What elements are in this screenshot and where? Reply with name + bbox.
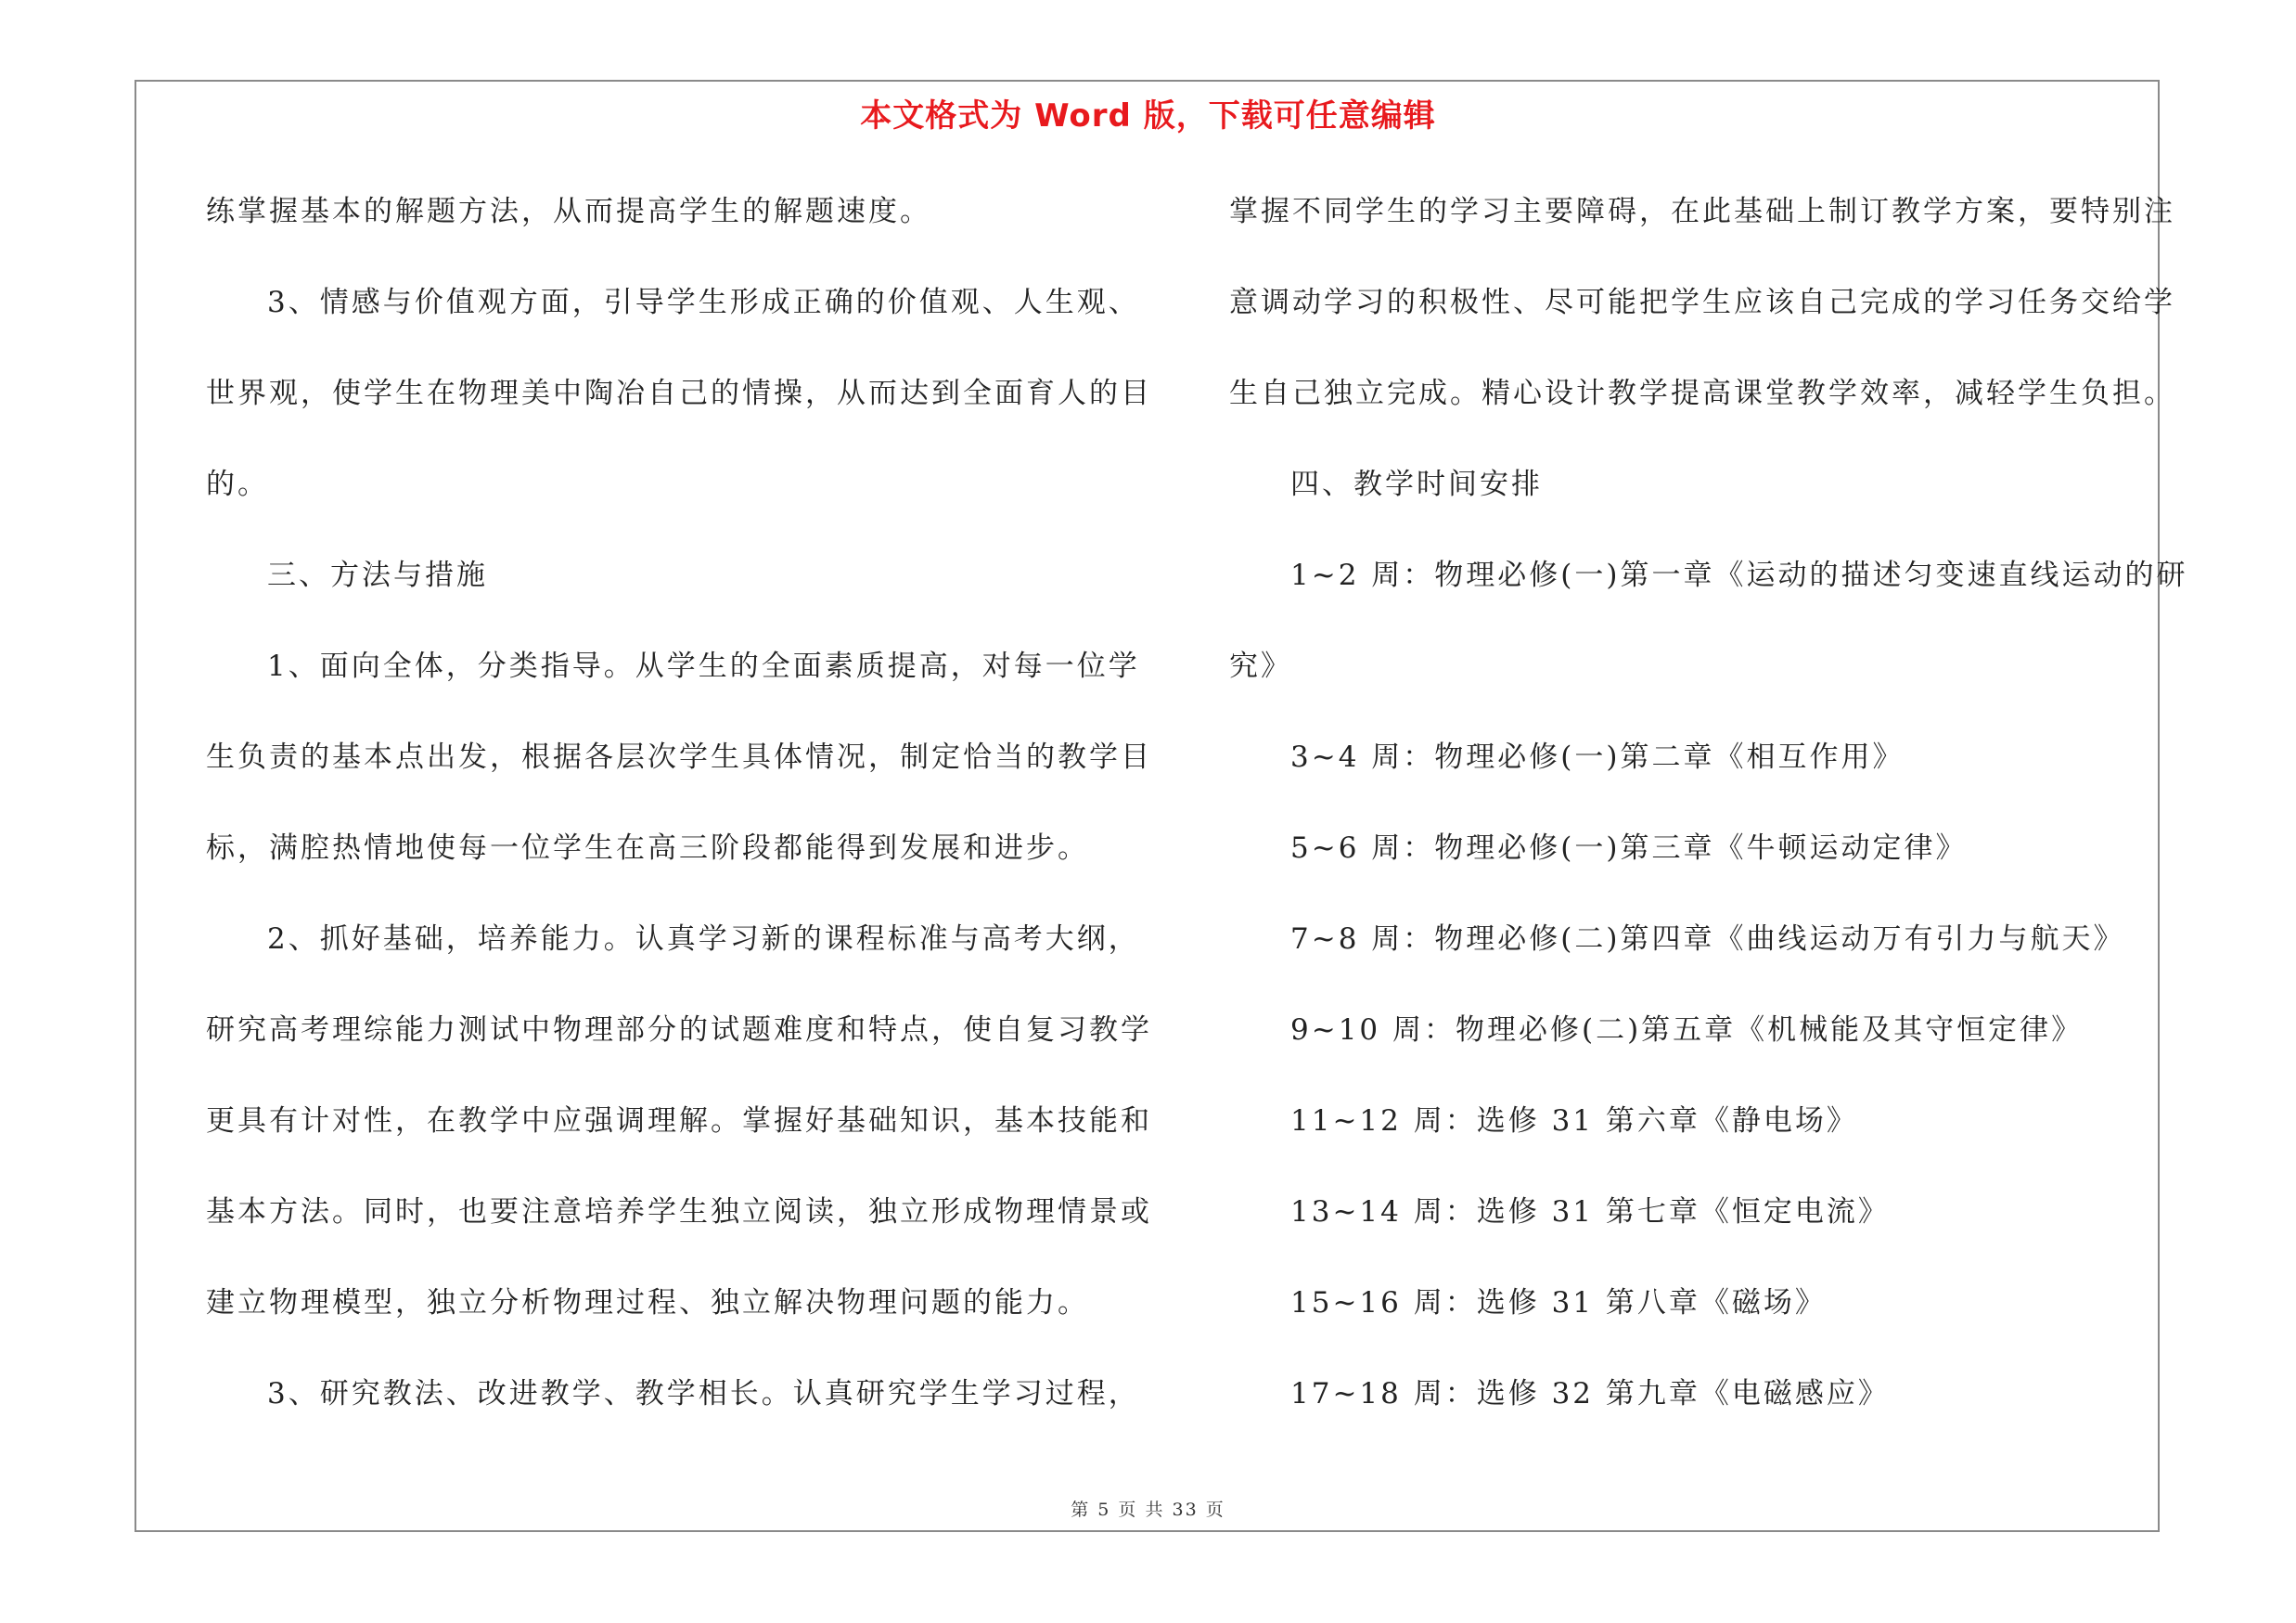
schedule-item: 13~14 周：选修 31 第七章《恒定电流》 <box>1290 1195 1890 1229</box>
section-heading: 三、方法与措施 <box>267 559 488 592</box>
schedule-item: 9~10 周：物理必修(二)第五章《机械能及其守恒定律》 <box>1290 1013 2084 1047</box>
text-line: 2、抓好基础，培养能力。认真学习新的课程标准与高考大纲， <box>267 922 1140 956</box>
text-line: 究》 <box>1229 650 1292 683</box>
text-line: 生负责的基本点出发，根据各层次学生具体情况，制定恰当的教学目 <box>206 741 1152 774</box>
text-line: 建立物理模型，独立分析物理过程、独立解决物理问题的能力。 <box>206 1286 1089 1320</box>
schedule-item: 3~4 周：物理必修(一)第二章《相互作用》 <box>1290 741 1905 774</box>
text-line: 1、面向全体，分类指导。从学生的全面素质提高，对每一位学 <box>267 650 1140 683</box>
text-line: 研究高考理综能力测试中物理部分的试题难度和特点，使自复习教学 <box>206 1013 1152 1047</box>
header-banner: 本文格式为 Word 版，下载可任意编辑 <box>860 97 1436 135</box>
schedule-item: 5~6 周：物理必修(一)第三章《牛顿运动定律》 <box>1290 831 1968 865</box>
schedule-item: 11~12 周：选修 31 第六章《静电场》 <box>1290 1104 1858 1138</box>
section-heading: 四、教学时间安排 <box>1290 468 1543 501</box>
text-line: 练掌握基本的解题方法，从而提高学生的解题速度。 <box>206 195 931 228</box>
text-line: 3、研究教法、改进教学、教学相长。认真研究学生学习过程， <box>267 1377 1140 1410</box>
text-line: 更具有计对性，在教学中应强调理解。掌握好基础知识，基本技能和 <box>206 1104 1152 1138</box>
text-line: 掌握不同学生的学习主要障碍，在此基础上制订教学方案，要特别注 <box>1229 195 2175 228</box>
text-line: 标，满腔热情地使每一位学生在高三阶段都能得到发展和进步。 <box>206 831 1089 865</box>
schedule-item: 17~18 周：选修 32 第九章《电磁感应》 <box>1290 1377 1890 1410</box>
text-line: 基本方法。同时，也要注意培养学生独立阅读，独立形成物理情景或 <box>206 1195 1152 1229</box>
schedule-item: 7~8 周：物理必修(二)第四章《曲线运动万有引力与航天》 <box>1290 922 2125 956</box>
text-line: 3、情感与价值观方面，引导学生形成正确的价值观、人生观、 <box>267 286 1140 319</box>
schedule-item: 15~16 周：选修 31 第八章《磁场》 <box>1290 1286 1827 1320</box>
page-number: 第 5 页 共 33 页 <box>1071 1500 1225 1520</box>
schedule-item: 1~2 周：物理必修(一)第一章《运动的描述匀变速直线运动的研 <box>1290 559 2188 592</box>
text-line: 意调动学习的积极性、尽可能把学生应该自己完成的学习任务交给学 <box>1229 286 2175 319</box>
text-line: 的。 <box>206 468 269 501</box>
text-line: 生自己独立完成。精心设计教学提高课堂教学效率，减轻学生负担。 <box>1229 377 2175 410</box>
text-line: 世界观，使学生在物理美中陶冶自己的情操，从而达到全面育人的目 <box>206 377 1152 410</box>
